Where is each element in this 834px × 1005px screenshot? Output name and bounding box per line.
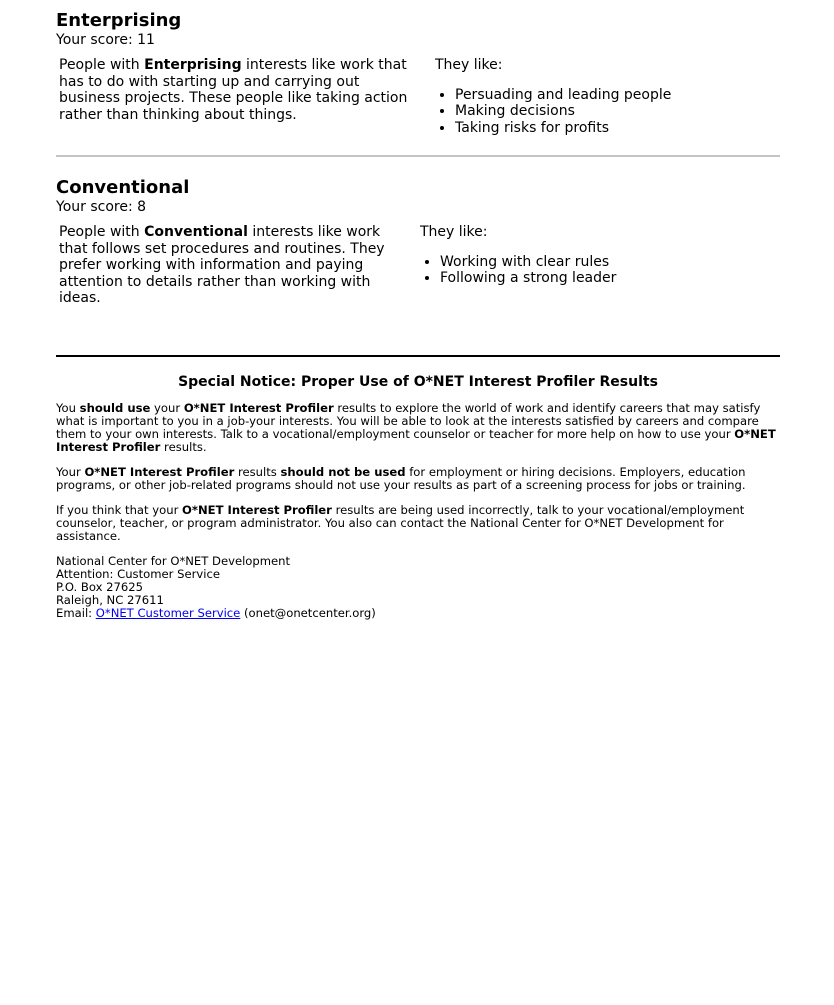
address-line: National Center for O*NET Development <box>56 553 291 568</box>
enterprising-section <box>56 10 780 136</box>
section-divider <box>56 155 780 157</box>
description-text: People with <box>59 224 145 240</box>
notice-paragraph: Your O*NET Interest Profiler results should not be used for employment or hiring decisions. Employers, education programs, or other job-related programs should not use your results as part of a screening process for jobs or training. <box>56 464 746 492</box>
interest-description <box>56 224 404 307</box>
likes-label: They like: <box>420 224 488 240</box>
contact-address <box>56 555 780 620</box>
customer-service-link[interactable]: O*NET Customer Service <box>95 605 241 620</box>
conventional-section <box>56 177 780 307</box>
score-label: Your score: 8 <box>56 199 147 215</box>
likes-block <box>420 224 616 307</box>
likes-list <box>435 87 671 137</box>
interest-description <box>56 57 419 136</box>
interest-details <box>56 224 780 307</box>
notice-paragraph: You should use your O*NET Interest Profiler results to explore the world of work and identify careers that may satisfy what is important to you in a job-your interests. You will be able to look at the interests satisfied by careers and compare them to your own interests. Talk to a vocational/employment counselor or teacher for more help on how to use your O*NET Interest Profiler results. <box>56 400 776 454</box>
score-label: Your score: 11 <box>56 32 155 48</box>
section-title: Conventional <box>56 177 190 198</box>
list-item: • Following a strong leader <box>440 270 616 287</box>
description-text: People with <box>59 57 145 73</box>
interest-details <box>56 57 780 136</box>
results-page <box>56 10 780 620</box>
special-notice <box>56 374 780 620</box>
list-item: • Working with clear rules <box>440 254 616 271</box>
email-address: (onet@onetcenter.org) <box>240 605 376 620</box>
email-prefix: Email: <box>56 605 96 620</box>
notice-divider <box>56 355 780 357</box>
description-text: interests like work that follows set procedures and routines. They prefer working with information and paying attention to details rather than working with ideas. <box>59 224 385 306</box>
interest-name: Enterprising <box>144 57 242 73</box>
address-line: Attention: Customer Service <box>56 566 220 581</box>
likes-block <box>435 57 671 136</box>
description-text: interests like work that has to do with starting up and carrying out business projects. These people like taking action rather than thinking about things. <box>59 57 408 123</box>
interest-name: Conventional <box>144 224 248 240</box>
likes-list <box>420 254 616 287</box>
address-line: Raleigh, NC 27611 <box>56 592 164 607</box>
list-item: • Persuading and leading people <box>455 87 671 104</box>
section-title: Enterprising <box>56 10 182 31</box>
notice-title: Special Notice: Proper Use of O*NET Interest Profiler Results <box>178 373 658 390</box>
list-item: • Making decisions <box>455 103 671 120</box>
address-line: P.O. Box 27625 <box>56 579 144 594</box>
likes-label: They like: <box>435 57 503 73</box>
notice-paragraph: If you think that your O*NET Interest Profiler results are being used incorrectly, talk to your vocational/employment counselor, teacher, or program administrator. You also can contact the National Center for O*NET Development for assistance. <box>56 502 745 543</box>
list-item: • Taking risks for profits <box>455 120 671 137</box>
